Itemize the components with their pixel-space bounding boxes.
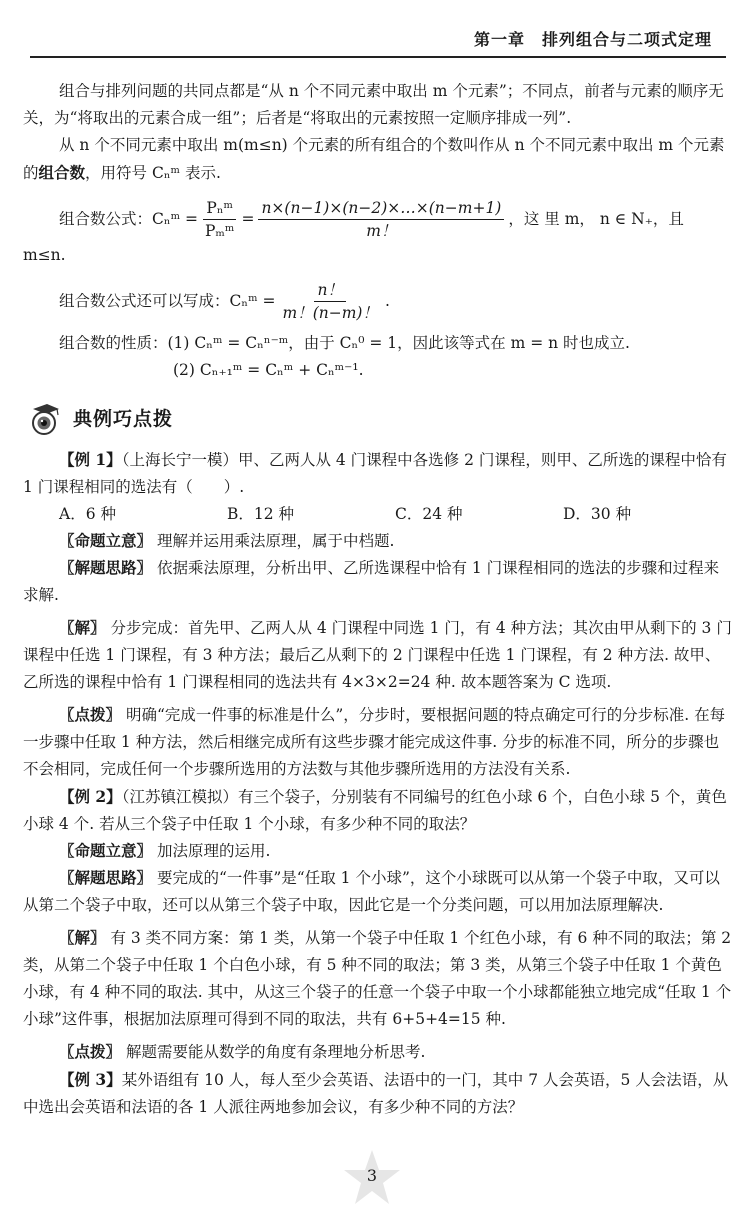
example-3-question xyxy=(23,1066,733,1121)
equals-sign: = xyxy=(241,210,255,228)
example-2-tip xyxy=(23,1039,733,1066)
intent-text: 理解并运用乘法原理，属于中档题. xyxy=(156,532,395,550)
example-2-intent xyxy=(23,838,733,865)
formula1-fraction-product xyxy=(258,197,504,242)
example-1-idea xyxy=(23,555,733,609)
example-1-options xyxy=(59,501,733,528)
solution-label: 〖解〗 xyxy=(59,929,106,947)
example-2-solution xyxy=(23,925,733,1033)
graduation-eye-icon xyxy=(27,402,61,436)
formula2-fraction xyxy=(280,279,381,324)
combination-formula xyxy=(59,197,733,242)
example-1-solution xyxy=(23,615,733,696)
example-2-label: 【例 2】 xyxy=(59,787,122,806)
option-d: D．30 种 xyxy=(563,505,632,523)
intro-paragraph-2 xyxy=(23,132,733,187)
intro-paragraph-1: 组合与排列问题的共同点都是“从 n 个不同元素中取出 m 个元素”；不同点，前者与元素的顺序无关，为“将取出的元素合成一组”；后者是“将取出的元素按照一定顺序排成一列”. xyxy=(23,82,724,127)
option-c: C．24 种 xyxy=(395,505,463,523)
page-header xyxy=(0,0,750,62)
example-3-text: 某外语组有 10 人，每人至少会英语、法语中的一门，其中 7 人会英语，5 人会法语，从中选出会英语和法语的各 1 人派往两地参加会议，有多少种不同的方法？ xyxy=(23,1071,729,1116)
formula1-frac1-numerator: Pₙᵐ xyxy=(203,197,236,220)
keyword-combination-number: 组合数 xyxy=(38,163,86,182)
intent-label: 〖命题立意〗 xyxy=(59,842,153,860)
chapter-title: 第一章 排列组合与二项式定理 xyxy=(473,30,712,49)
idea-label: 〖解题思路〗 xyxy=(59,559,153,577)
property-2: (2) Cₙ₊₁ᵐ = Cₙᵐ + Cₙᵐ⁻¹. xyxy=(173,361,364,379)
solution-text: 有 3 类不同方案：第 1 类，从第一个袋子中任取 1 个红色小球，有 6 种不同的取法；第 2 类，从第二个袋子中任取 1 个白色小球，有 5 种不同的取法；第 3 类，从第三个袋子中任取 1 个黄色小球，有 4 种不同的取法. 其中，从这三个袋子的任意一个袋子中取一个小球都能独立地完成“任取 1 个小球”这件事，根据加法原理可得到不同的取法，共有 6+5+4=15 种. xyxy=(23,929,732,1028)
formula1-lead: 组合数公式：Cₙᵐ = xyxy=(59,210,198,228)
section-title: 典例巧点拨 xyxy=(73,407,174,430)
tip-label: 〖点拨〗 xyxy=(59,706,122,724)
example-1-question xyxy=(23,446,733,501)
formula2-denominator: m！(n−m)！ xyxy=(282,304,378,322)
tip-text: 明确“完成一件事的标准是什么”，分步时，要根据问题的特点确定可行的分步标准. 在每一步骤中任取 1 种方法，然后相继完成所有这些步骤才能完成这件事. 分步的标准不同，所分的步骤也不会相同，完成任何一个步骤所选用的方法数与其他步骤所选用的方法没有关系. xyxy=(23,706,726,778)
page-number-badge xyxy=(341,1148,403,1208)
header-rule xyxy=(30,56,726,58)
intent-text: 加法原理的运用. xyxy=(156,842,271,860)
intro-p2-before: 从 n 个不同元素中取出 m(m≤n) 个元素的所有组合的个数叫作从 n 个不同元素中取出 m 个元素的 xyxy=(23,136,725,182)
formula2-lead: 组合数公式还可以写成：Cₙᵐ = xyxy=(59,292,276,310)
page-content xyxy=(23,78,733,1121)
solution-text: 分步完成：首先甲、乙两人从 4 门课程中同选 1 门，有 4 种方法；其次由甲从剩下的 3 门课程中任选 1 门课程，有 3 种方法；最后乙从剩下的 2 门课程中任选 1 门课程，有 2 种方法. 故甲、乙所选的课程中恰有 1 门课程相同的选法共有 4×3×2=24 种. 故本题答案为 C 选项. xyxy=(23,619,732,691)
option-b: B．12 种 xyxy=(227,505,295,523)
example-2-text: （江苏镇江模拟）有三个袋子，分别装有不同编号的红色小球 6 个，白色小球 5 个，黄色小球 4 个. 若从三个袋子中任取 1 个小球，有多少种不同的取法？ xyxy=(23,788,727,833)
idea-text: 要完成的“一件事”是“任取 1 个小球”，这个小球既可以从第一个袋子中取，又可以从第二个袋子中取，还可以从第三个袋子中取，因此它是一个分类问题，可以用加法原理解决. xyxy=(23,869,720,914)
section-heading xyxy=(23,402,733,436)
page-number: 3 xyxy=(366,1166,378,1185)
tip-text: 解题需要能从数学的角度有条理地分析思考. xyxy=(125,1043,426,1061)
formula2-numerator: n！ xyxy=(314,279,345,302)
solution-label: 〖解〗 xyxy=(59,619,106,637)
example-1-tip xyxy=(23,702,733,783)
intro-p2-after: ，用符号 Cₙᵐ 表示. xyxy=(85,164,221,182)
formula2-tail: . xyxy=(384,292,390,310)
formula1-frac2-denominator: m！ xyxy=(366,222,397,240)
formula1-tail: ，这 里 m， n ∈ N₊，且 xyxy=(508,210,684,228)
example-2-idea xyxy=(23,865,733,919)
idea-text: 依据乘法原理，分析出甲、乙所选课程中恰有 1 门课程相同的选法的步骤和过程来求解. xyxy=(23,559,720,604)
option-a: A．6 种 xyxy=(59,505,116,523)
formula1-frac1-denominator: Pₘᵐ xyxy=(205,222,235,240)
idea-label: 〖解题思路〗 xyxy=(59,869,153,887)
formula1-frac2-numerator: n×(n−1)×(n−2)×…×(n−m+1) xyxy=(258,197,504,220)
property-1: 组合数的性质：(1) Cₙᵐ = Cₙⁿ⁻ᵐ，由于 Cₙ⁰ = 1，因此该等式在 m = n 时也成立. xyxy=(59,334,630,352)
tip-label: 〖点拨〗 xyxy=(59,1043,122,1061)
example-2-question xyxy=(23,783,733,838)
formula1-continuation: m≤n. xyxy=(23,246,66,264)
intent-label: 〖命题立意〗 xyxy=(59,532,153,550)
combination-formula-alt xyxy=(59,279,733,324)
example-1-text: （上海长宁一模）甲、乙两人从 4 门课程中各选修 2 门课程，则甲、乙所选的课程中恰有 1 门课程相同的选法有（ ）. xyxy=(23,451,727,496)
example-3-label: 【例 3】 xyxy=(59,1070,122,1089)
example-1-intent xyxy=(23,528,733,555)
formula1-fraction-p xyxy=(202,197,237,242)
example-1-label: 【例 1】 xyxy=(59,450,122,469)
